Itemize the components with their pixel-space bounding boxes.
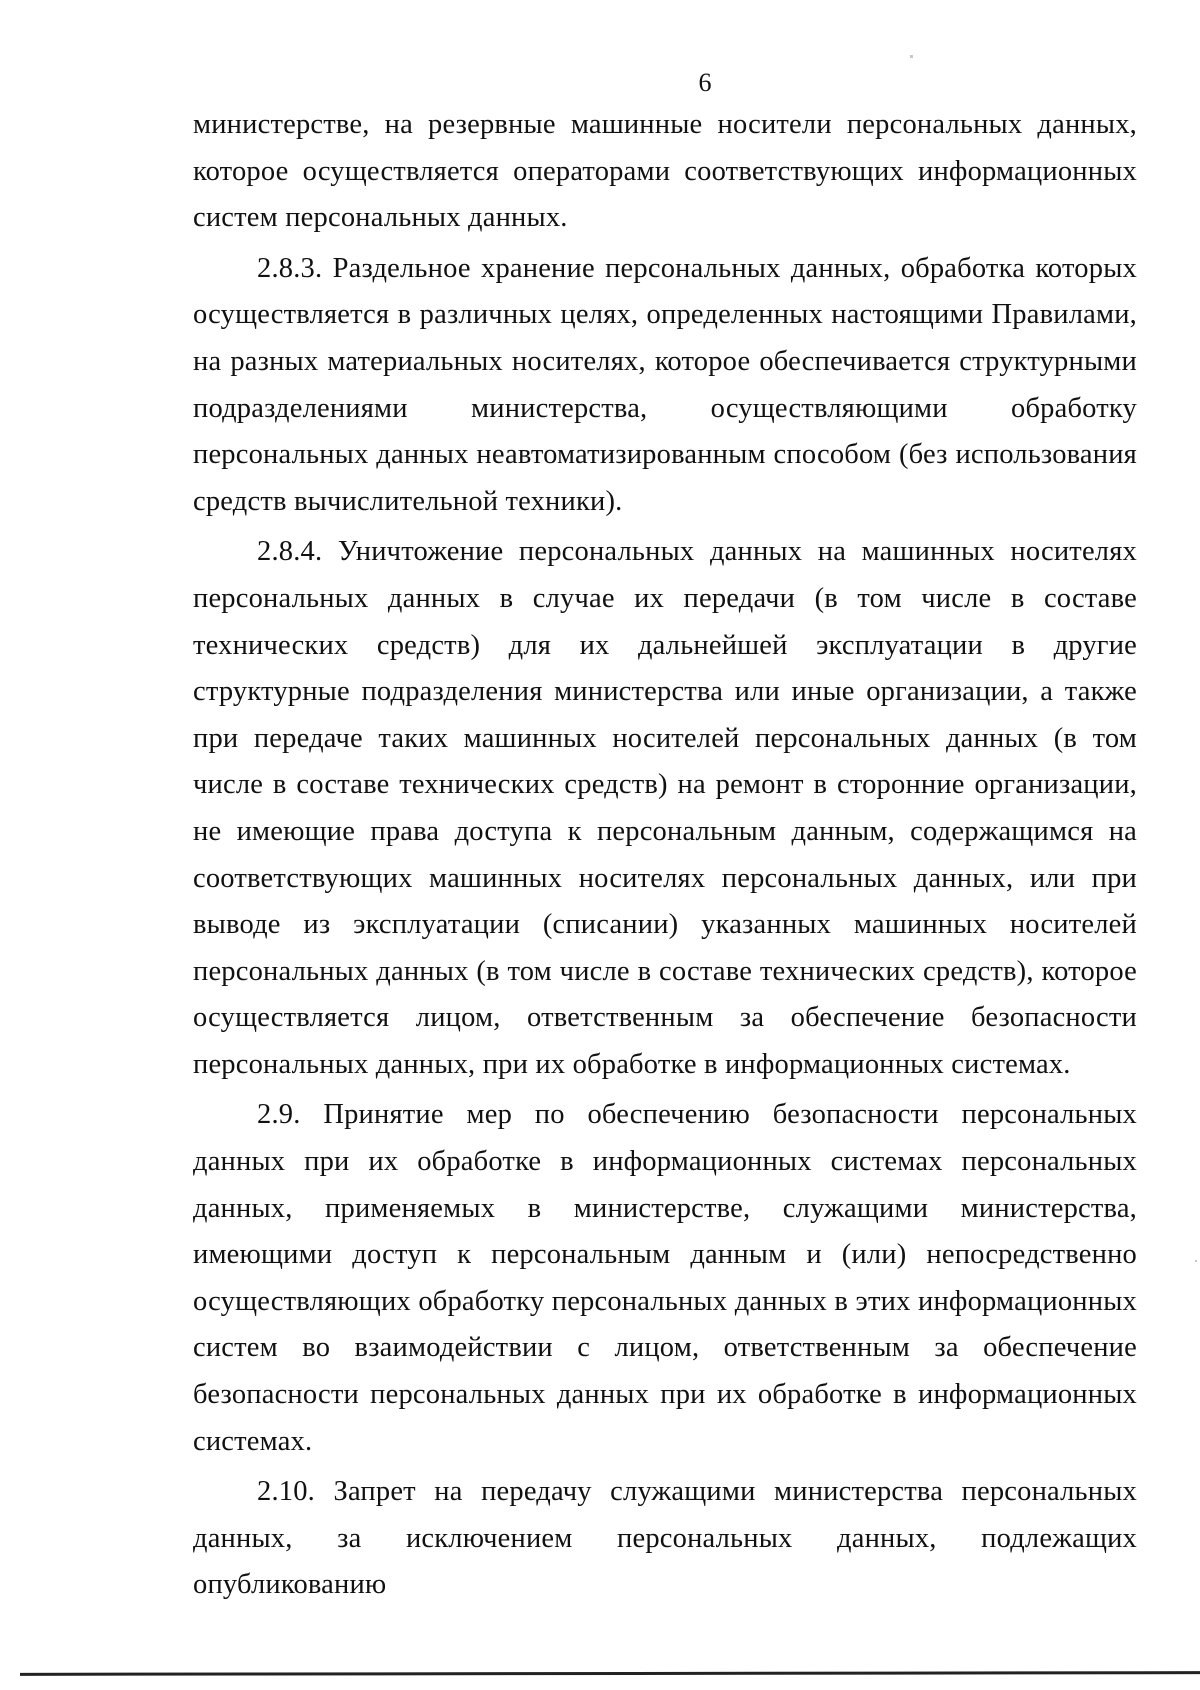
- paragraph-2-8-3: 2.8.3. Раздельное хранение персональных данных, обработка которых осуществляется в различных целях, определенных настоящими Правилами, на разных материальных носителях, которое обеспечивается структурными подразделениями министерства, осуществляющими обработку персональных данных неавтоматизированным способом (без использования средств вычислительной техники).: [193, 252, 1137, 517]
- document-body: [193, 102, 1137, 1609]
- paragraph-continuation: министерстве, на резервные машинные носители персональных данных, которое осуществляется операторами соответствующих информационных систем персональных данных.: [193, 109, 1137, 234]
- scan-edge-line: [20, 1671, 1200, 1676]
- scan-speck: [910, 55, 913, 58]
- page-number: 6: [698, 68, 712, 97]
- scan-speck: [1195, 1260, 1197, 1262]
- paragraph-2-9: 2.9. Принятие мер по обеспечению безопасности персональных данных при их обработке в информационных системах персональных данных, применяемых в министерстве, служащими министерства, имеющими доступ к персональным данным и (или) непосредственно осуществляющих обработку персональных данных в этих информационных систем во взаимодействии с лицом, ответственным за обеспечение безопасности персональных данных при их обработке в информационных системах.: [193, 1099, 1137, 1457]
- paragraph-2-8-4: 2.8.4. Уничтожение персональных данных на машинных носителях персональных данных в случае их передачи (в том числе в составе технических средств) для их дальнейшей эксплуатации в другие структурные подразделения министерства или иные организации, а также при передаче таких машинных носителей персональных данных (в том числе в составе технических средств) на ремонт в сторонние организации, не имеющие права доступа к персональным данным, содержащимся на соответствующих машинных носителях персональных данных, или при выводе из эксплуатации (списании) указанных машинных носителей персональных данных (в том числе в составе технических средств), которое осуществляется лицом, ответственным за обеспечение безопасности персональных данных, при их обработке в информационных системах.: [193, 536, 1137, 1080]
- paragraph-2-10: 2.10. Запрет на передачу служащими министерства персональных данных, за исключением персональных данных, подлежащих опубликованию: [193, 1476, 1137, 1601]
